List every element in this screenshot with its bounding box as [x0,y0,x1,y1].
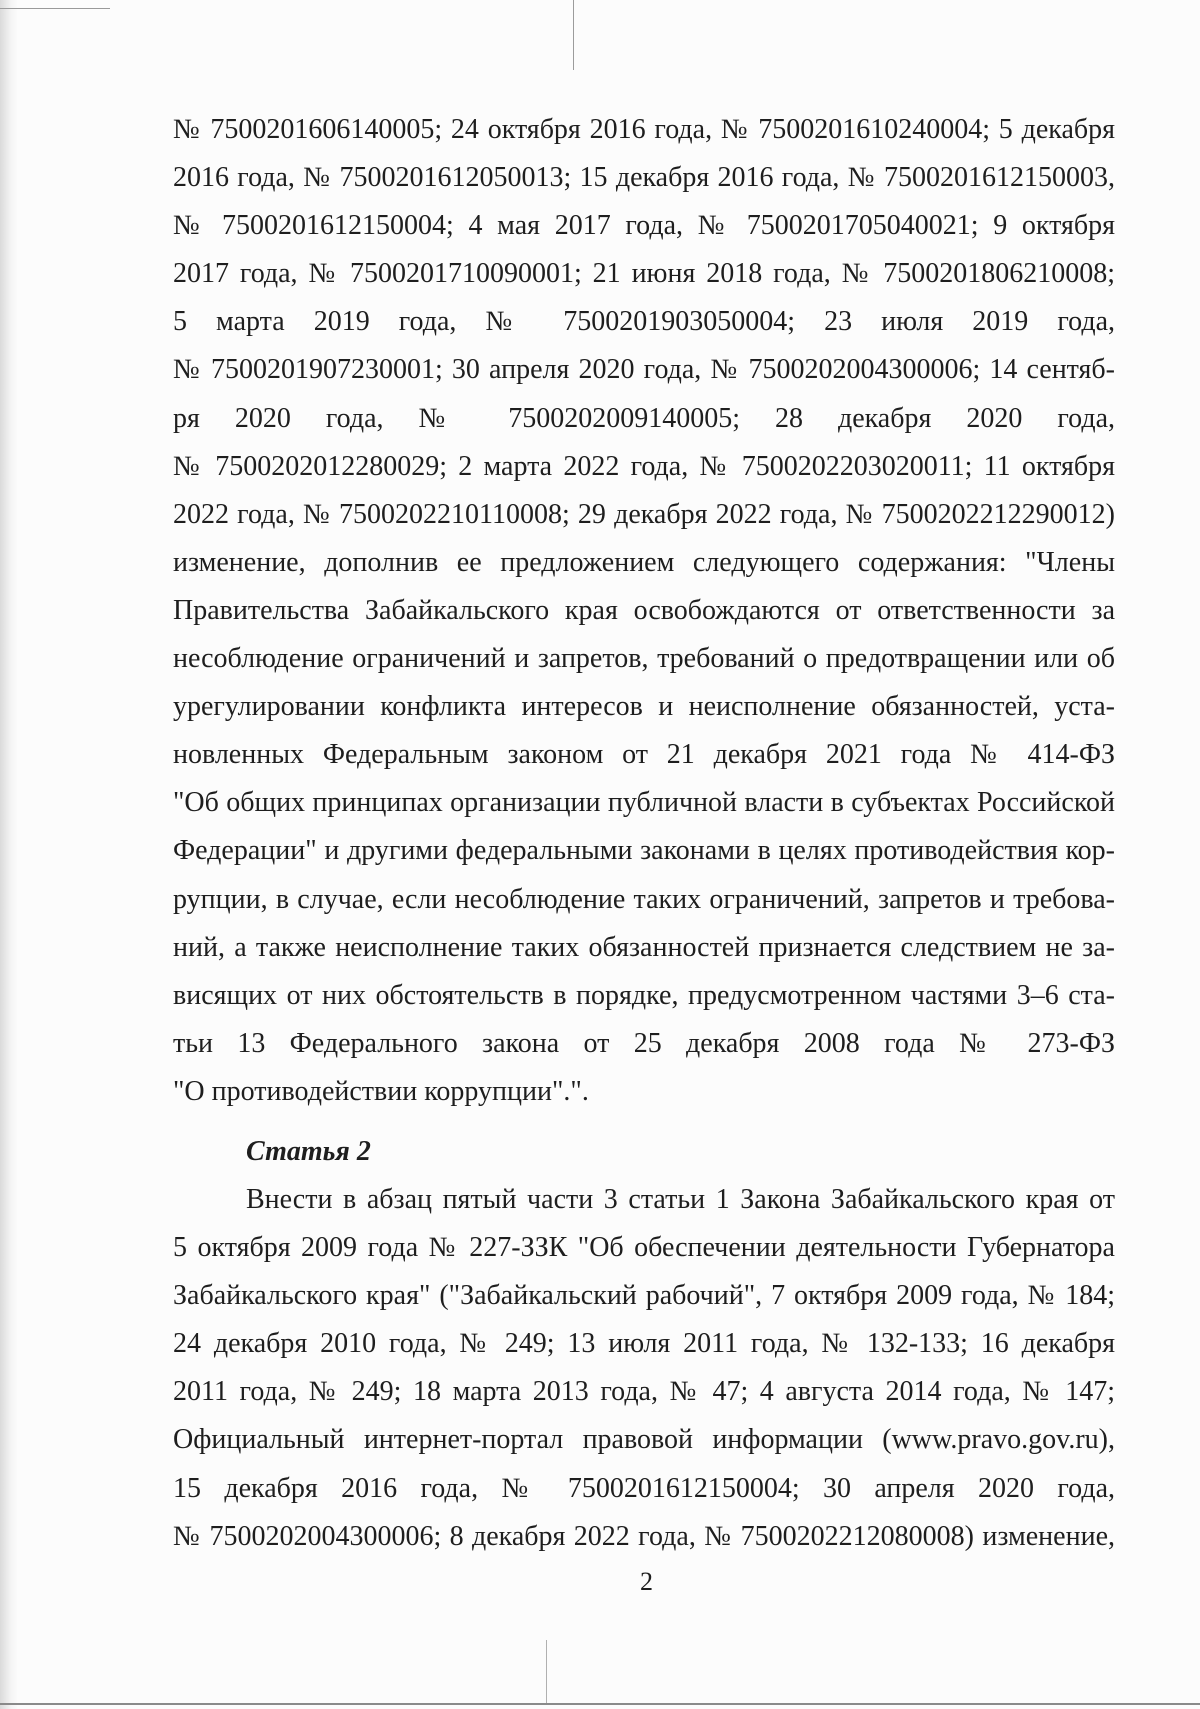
document-body [173,106,1115,1561]
text-line: "О противодействии коррупции".". [173,1075,589,1107]
text-line: 5 октября 2009 года № 227-ЗЗК "Об обеспечении деятельности Губернатора [173,1232,1115,1264]
text-line: висящих от них обстоятельств в порядке, предусмотренном частями 3–6 ста- [173,979,1115,1011]
paragraph-1 [173,106,1115,1116]
text-line: № 7500202004300006; 8 декабря 2022 года, № 7500202212080008) изменение, [173,1520,1115,1552]
page-number: 2 [640,1567,653,1596]
text-line: тьи 13 Федерального закона от 25 декабря 2008 года № 273-ФЗ [173,1027,1115,1059]
scan-shadow-left [0,0,18,1709]
text-line: урегулировании конфликта интересов и неисполнение обязанностей, уста- [173,691,1115,723]
text-line: рупции, в случае, если несоблюдение таких ограничений, запретов и требова- [173,883,1115,915]
text-line: изменение, дополнив ее предложением следующего содержания: "Члены [173,546,1115,578]
text-line: 5 марта 2019 года, № 7500201903050004; 23 июля 2019 года, [173,306,1115,338]
text-line: новленных Федеральным законом от 21 декабря 2021 года № 414-ФЗ [173,739,1115,771]
text-line: Официальный интернет-портал правовой информации (www.pravo.gov.ru), [173,1424,1115,1456]
text-line: Внести в абзац пятый части 3 статьи 1 Закона Забайкальского края от [246,1183,1115,1215]
text-line: Федерации" и другими федеральными законами в целях противодействия кор- [173,835,1115,867]
scan-mark-tick-bottom [546,1640,547,1704]
text-line: "Об общих принципах организации публичной власти в субъектах Российской [173,787,1115,819]
text-line: ря 2020 года, № 7500202009140005; 28 декабря 2020 года, [173,402,1115,434]
scan-mark-top [0,8,110,9]
paragraph-2 [173,1176,1115,1561]
scan-mark-bottom [0,1703,1200,1705]
article-heading: Статья 2 [246,1135,371,1167]
scan-mark-tick [573,0,574,70]
text-line: № 7500202012280029; 2 марта 2022 года, № 7500202203020011; 11 октября [173,450,1115,482]
text-line: № 7500201612150004; 4 мая 2017 года, № 7500201705040021; 9 октября [173,210,1115,242]
text-line: ний, а также неисполнение таких обязанностей признается следствием не за- [173,931,1115,963]
text-line: 2017 года, № 7500201710090001; 21 июня 2018 года, № 7500201806210008; [173,258,1115,290]
text-line: 2016 года, № 7500201612050013; 15 декабря 2016 года, № 7500201612150003, [173,162,1115,194]
text-line: 2022 года, № 7500202210110008; 29 декабря 2022 года, № 7500202212290012) [173,498,1115,530]
text-line: № 7500201907230001; 30 апреля 2020 года, № 7500202004300006; 14 сентяб- [173,354,1115,386]
paragraph-gap [173,1116,1115,1128]
text-line: 2011 года, № 249; 18 марта 2013 года, № 47; 4 августа 2014 года, № 147; [173,1376,1115,1408]
text-line: № 7500201606140005; 24 октября 2016 года, № 7500201610240004; 5 декабря [173,114,1115,145]
text-line: Забайкальского края" ("Забайкальский рабочий", 7 октября 2009 года, № 184; [173,1280,1115,1312]
text-line: Правительства Забайкальского края освобождаются от ответственности за [173,594,1115,626]
text-line: 15 декабря 2016 года, № 7500201612150004; 30 апреля 2020 года, [173,1472,1115,1504]
text-line: 24 декабря 2010 года, № 249; 13 июля 2011 года, № 132-133; 16 декабря [173,1328,1115,1360]
text-line: несоблюдение ограничений и запретов, требований о предотвращении или об [173,643,1115,675]
